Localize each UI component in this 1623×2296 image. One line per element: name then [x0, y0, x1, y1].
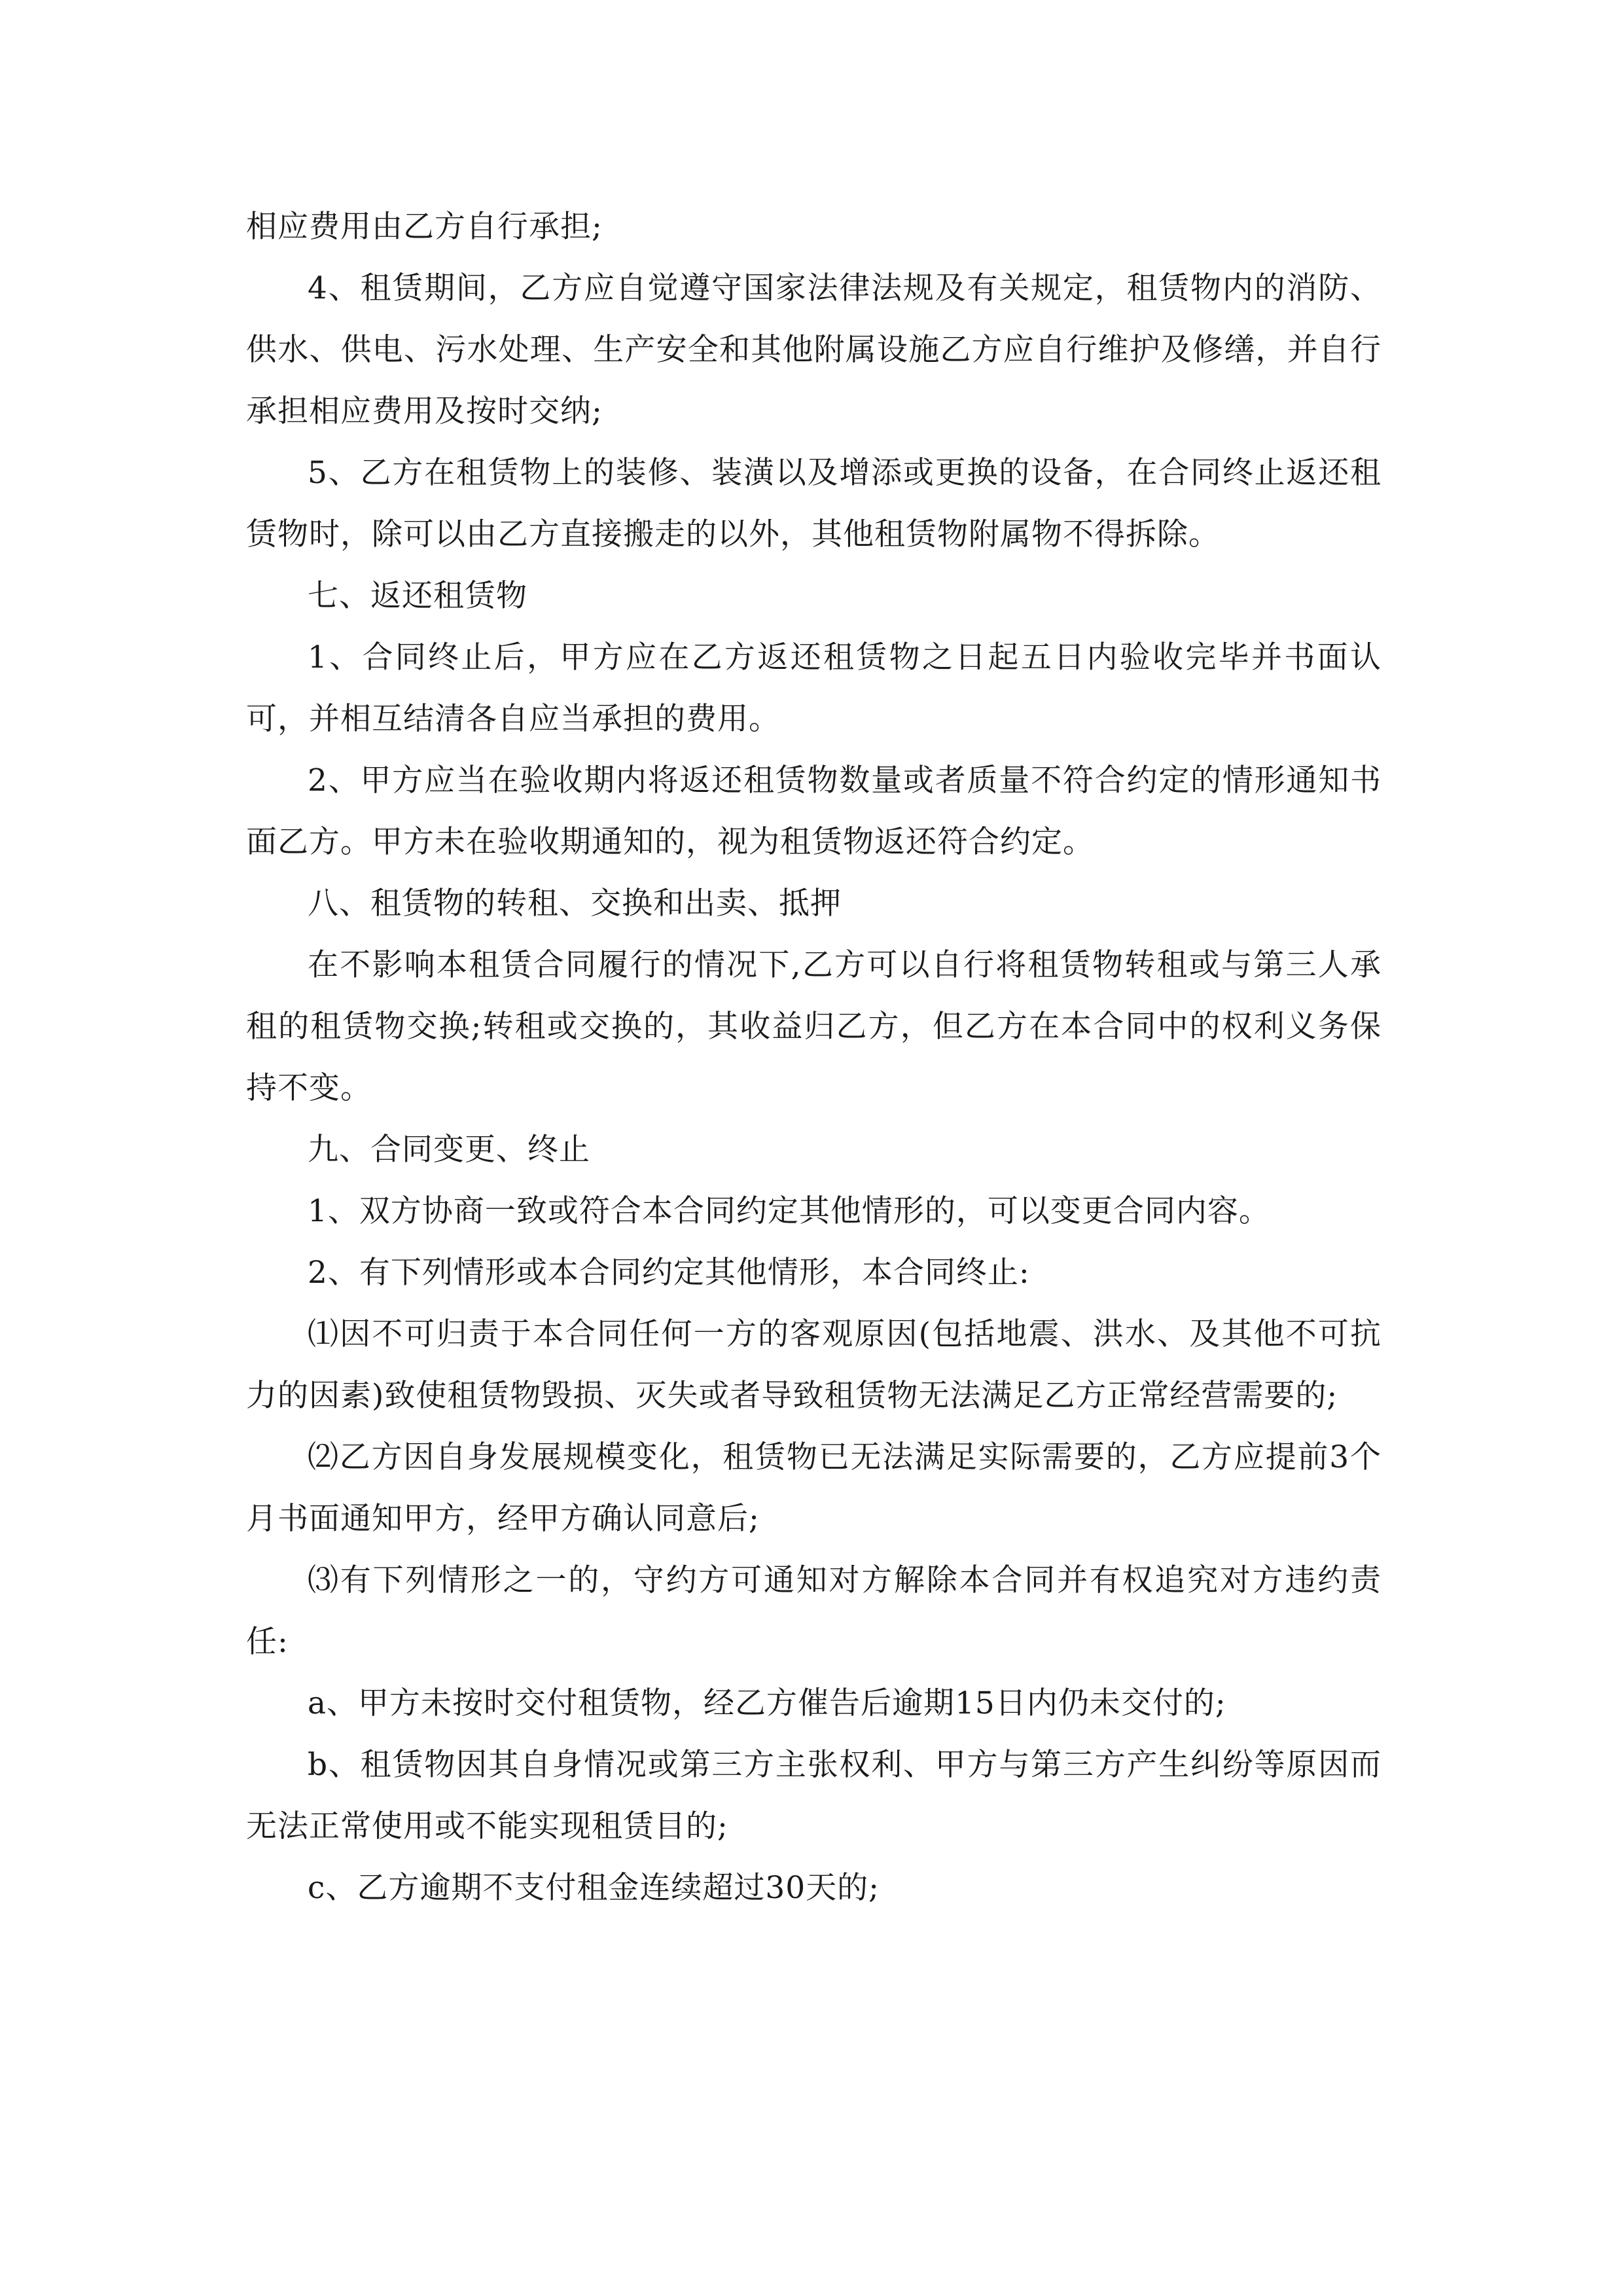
- paragraph-clause-5: 5、乙方在租赁物上的装修、装潢以及增添或更换的设备，在合同终止返还租赁物时，除可以由乙方直接搬走的以外，其他租赁物附属物不得拆除。: [246, 455, 1382, 552]
- paragraph-item-b: b、租赁物因其自身情况或第三方主张权利、甲方与第三方产生纠纷等原因而无法正常使用或不能实现租赁目的;: [246, 1747, 1382, 1844]
- paragraph-item-a: a、甲方未按时交付租赁物，经乙方催告后逾期15日内仍未交付的;: [308, 1685, 1226, 1721]
- paragraph-sublease: 在不影响本租赁合同履行的情况下,乙方可以自行将租赁物转租或与第三人承租的租赁物交换;转租或交换的，其收益归乙方，但乙方在本合同中的权利义务保持不变。: [246, 947, 1382, 1106]
- paragraph-item-c: c、乙方逾期不支付租金连续超过30天的;: [308, 1870, 880, 1906]
- paragraph-clause-4: 4、租赁期间，乙方应自觉遵守国家法律法规及有关规定，租赁物内的消防、供水、供电、污水处理、生产安全和其他附属设施乙方应自行维护及修缮，并自行承担相应费用及按时交纳;: [246, 270, 1382, 429]
- section-heading-7: 七、返还租赁物: [308, 578, 527, 614]
- section-heading-9: 九、合同变更、终止: [308, 1132, 590, 1168]
- paragraph-change-1: 1、双方协商一致或符合本合同约定其他情形的，可以变更合同内容。: [308, 1193, 1270, 1229]
- document-page: [246, 196, 1382, 1919]
- paragraph-item-1: ⑴因不可归责于本合同任何一方的客观原因(包括地震、洪水、及其他不可抗力的因素)致使租赁物毁损、灭失或者导致租赁物无法满足乙方正常经营需要的;: [246, 1316, 1382, 1414]
- paragraph-return-1: 1、合同终止后，甲方应在乙方返还租赁物之日起五日内验收完毕并书面认可，并相互结清各自应当承担的费用。: [246, 639, 1382, 737]
- paragraph-continuation: 相应费用由乙方自行承担;: [246, 209, 603, 245]
- paragraph-item-2: ⑵乙方因自身发展规模变化，租赁物已无法满足实际需要的，乙方应提前3个月书面通知甲方，经甲方确认同意后;: [246, 1439, 1382, 1537]
- section-heading-8: 八、租赁物的转租、交换和出卖、抵押: [308, 886, 842, 922]
- paragraph-change-2: 2、有下列情形或本合同约定其他情形，本合同终止:: [308, 1255, 1030, 1291]
- paragraph-return-2: 2、甲方应当在验收期内将返还租赁物数量或者质量不符合约定的情形通知书面乙方。甲方未在验收期通知的，视为租赁物返还符合约定。: [246, 762, 1382, 860]
- paragraph-item-3: ⑶有下列情形之一的，守约方可通知对方解除本合同并有权追究对方违约责任:: [246, 1562, 1382, 1660]
